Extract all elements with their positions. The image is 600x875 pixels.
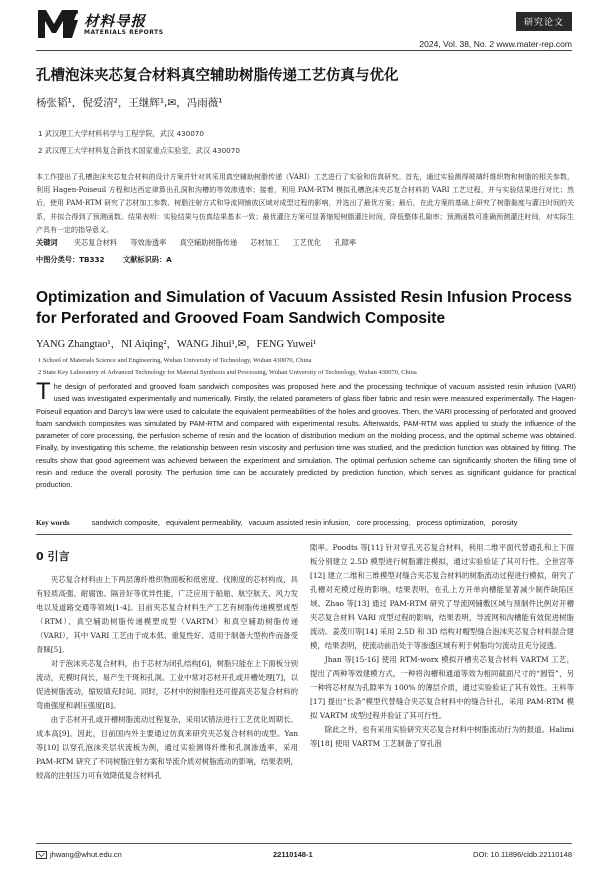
authors-en: YANG Zhangtao¹，NI Aiqing²，WANG Jihui¹,✉，FENG Yuwei¹ (36, 339, 317, 350)
keyword-cn: 孔隙率 (334, 238, 357, 247)
abstract-en (36, 378, 576, 492)
classification-info (36, 255, 188, 265)
paragraph: 夹芯复合材料由上下两层薄纤维织物面板和低密度、伐刚度的芯材构成，具有轻质高强、耐腐蚀、隔音好等优异性能，广泛应用于船舶、航空航天、风力发电以及道路交通等领域[1-4]。目前夹芯复合材料生产工艺有树脂传递模塑成型（RTM）、真空辅助树脂传递模塑成型（VARTM）和真空辅助树脂传递（VARI），其中 VARI 工艺由于成本低、重复性好、适用于制备大型构件而备受青睐[5]。 (36, 575, 298, 654)
section-tag: 研究论文 (516, 12, 572, 31)
keywords-en (36, 518, 576, 527)
journal-name-cn: 材料导报 (84, 14, 146, 30)
issue-info: 2024, Vol. 38, No. 2 www.mater-rep.com (419, 39, 572, 49)
affiliation-cn-1: 1 武汉理工大学材料科学与工程学院，武汉 430070 (38, 129, 204, 138)
paragraph: 由于芯材开孔或开槽树脂流动过程复杂，采用试错法进行工艺优化周期长、成本高[9]。因此，目前国内外主要通过仿真来研究夹芯复合材料的成型。Yan 等[10] 以穿孔泡沫夹层状流板为例，通过实验测得纤维和孔洞渗透率，采用 PAM-RTM 研究了不同树脂注射方案和导流介质对树脂流动的影响，结果表明，较高的注射压力可有效降低复合材料孔 (36, 715, 298, 780)
footer-divider (36, 843, 572, 844)
journal-logo-icon (36, 6, 80, 40)
paragraph: 隙率。Poodts 等[11] 针对穿孔夹芯复合材料，利用二维平面代替通孔和上下面板分别建立 2.5D 模型进行树脂灌注模拟，通过实验验证了其可行性。仝世宫等[12] 建立二维和三维模型对缝合夹芯复合材料的树脂流动过程进行模拟，研究了孔槽对充模过程的影响，结果表明，在孔上方开单向槽能显著减少制件缺陷区域。Zhao 等[13] 通过 PAM-RTM 研究了导流网铺敷区域与预制件比例对开槽夹芯复合材料 VARI 成型过程的影响，结果表明，导流网和沟槽能有效促进树脂流动。姜茂川等[14] 采用 2.5D 和 3D 结构对帽型缝合泡沫夹芯复合材料混合建模，结果表明，使流动前沿处于等渗透区域有利于树脂均匀流动且充分浸透。 (310, 543, 574, 650)
page-code: 22110148-1 (273, 850, 313, 859)
affiliation-en-1: 1 School of Materials Science and Engineering, Wuhan University of Technology, Wuhan 430070, China (38, 357, 312, 364)
drop-cap: T (36, 378, 51, 405)
keyword-en: core processing, (356, 518, 411, 527)
authors-cn: 杨张韬¹，倪爱清²，王继辉¹,✉，冯雨薇¹ (36, 97, 223, 109)
affiliation-en-2: 2 State Key Laboratory of Advanced Technology for Material Synthesis and Processing, Wuhan University of Technology, Wuhan 430070, China (38, 369, 417, 376)
header-divider (36, 50, 572, 51)
keywords-label-cn: 关键词 (36, 238, 58, 247)
corresponding-email (36, 850, 122, 859)
paper-title-cn: 孔槽泡沫夹芯复合材料真空辅助树脂传递工艺仿真与优化 (36, 68, 399, 84)
body-column-left (36, 573, 298, 783)
keywords-label-en: Key words (36, 518, 70, 527)
keyword-cn: 工艺优化 (292, 238, 322, 247)
document-code: 文献标识码：A (123, 255, 172, 264)
keyword-cn: 芯材加工 (250, 238, 280, 247)
paper-title-en: Optimization and Simulation of Vacuum Assisted Resin Infusion Process for Perforated and Grooved Foam Sandwich Composite (36, 289, 572, 327)
abstract-divider (36, 534, 572, 535)
paragraph: 对于泡沫夹芯复合材料，由于芯材为闭孔结构[6]，树脂只能在上下面板分别流动，充模时间长，易产生干斑和孔洞。工业中常对芯材开孔或开槽处理[7]，以促进树脂流动，缩短填充时间。同时，芯材中的树脂柱还可提高夹芯复合材料的弯曲强度和剥压强度[8]。 (36, 659, 298, 710)
doi: DOI: 10.11896/cldb.22110148 (473, 850, 572, 859)
clc-number: 中图分类号：TB332 (36, 255, 105, 264)
keyword-cn: 真空辅助树脂传递 (179, 238, 238, 247)
affiliation-cn-2: 2 武汉理工大学材料复合新技术国家重点实验室，武汉 430070 (38, 146, 240, 155)
section-heading-introduction: 0 引言 (36, 550, 70, 563)
abstract-cn: 本工作提出了孔槽泡沫夹芯复合材料的设计方案并针对其采用真空辅助树脂传递（VARI）工艺进行了实验和仿真研究。首先，通过实验测得玻璃纤维织物和树脂的相关参数，利用 Hagen-Poiseuil 方程和达西定律算出孔洞和沟槽的等效渗透率；接着，利用 PAM-RTM 模拟孔槽泡沫夹芯复合材料的 VARI 工艺过程，并与实验结果进行对比；然后，使用 PAM-RTM 研究了芯材加工参数、树脂注射方式和导流网铺放区域对成型过程的影响，并选出了最优方案；最后，在此方案的基础上研究了树脂黏度与灌注时间的关系，并拟合得到了预测函数。结果表明：实验结果与仿真结果基本一致；最优灌注方案可显著缩短树脂灌注时间，降低整体孔隙率；预测函数可准确预测灌注时间，对实际生产具有一定的指导意义。 (36, 173, 574, 234)
paragraph: 除此之外，也有采用实验研究夹芯复合材料中树脂流动行为的报道。Halimi 等[18] 使用 VARTM 工艺制备了穿孔泡 (310, 725, 574, 748)
keyword-cn: 等效渗透率 (130, 238, 167, 247)
body-column-right (310, 541, 574, 751)
keyword-en: vacuum assisted resin infusion, (248, 518, 351, 527)
keyword-cn: 夹芯复合材料 (73, 238, 118, 247)
keyword-en: sandwich composite, (91, 518, 160, 527)
keywords-cn (36, 238, 367, 248)
keyword-en: porosity (491, 518, 518, 527)
email-text: jhwang@whut.edu.cn (50, 850, 122, 859)
abstract-en-text: he design of perforated and grooved foam sandwich composites was proposed here and the processing technique of vacuum assisted resin infusion (VARI) used was investigated experimentally and numerically. Firstly, the related parameters of glass fiber fabric and resin were measured experimentally. The Hagen-Poiseuil equation and Darcy's law were used to calculate the equivalent permeabilities of the holes and grooves. Then, the VARI processing of perforated and grooved foam sandwich composites was simulated by PAM-RTM and compared with experimental results. Afterwards, PAM-RTM was applied to study the influence of the parameter of core processing, the perfusion scheme of resin and the location of distribution medium on the molding process, and the optimal scheme was obtained. Finally, by investigating this scheme, the relationship between resin viscosity and perfusion time was studied, and the prediction function was obtained by fitting. The results show that good agreement was achieved between the experiment and simulation. The optimal perfusion scheme can significantly shorten the filling time of resin and reduce the overall porosity. The perfusion time can be accurately predicted by prediction function, which serves as significant guidance for practical production. (36, 382, 576, 490)
keyword-en: process optimization, (416, 518, 486, 527)
mail-icon (36, 851, 47, 859)
journal-name-en: MATERIALS REPORTS (84, 29, 164, 36)
keyword-en: equivalent permeability, (165, 518, 243, 527)
paragraph: Jhan 等[15-16] 使用 RTM-worx 模拟开槽夹芯复合材料 VARTM 工艺，提出了两种等效建模方式，一种将沟槽和通道等效为相同截面尺寸的“圆管”，另一种将芯材视为孔隙率为 100% 的薄层介质，通过实验验证了其有效性。王科等[17] 提出“长条”模型代替缝合夹芯复合材料中的缝合针孔，采用 PAM-RTM 模拟 VARTM 成型过程并验证了其可行性。 (310, 655, 574, 720)
